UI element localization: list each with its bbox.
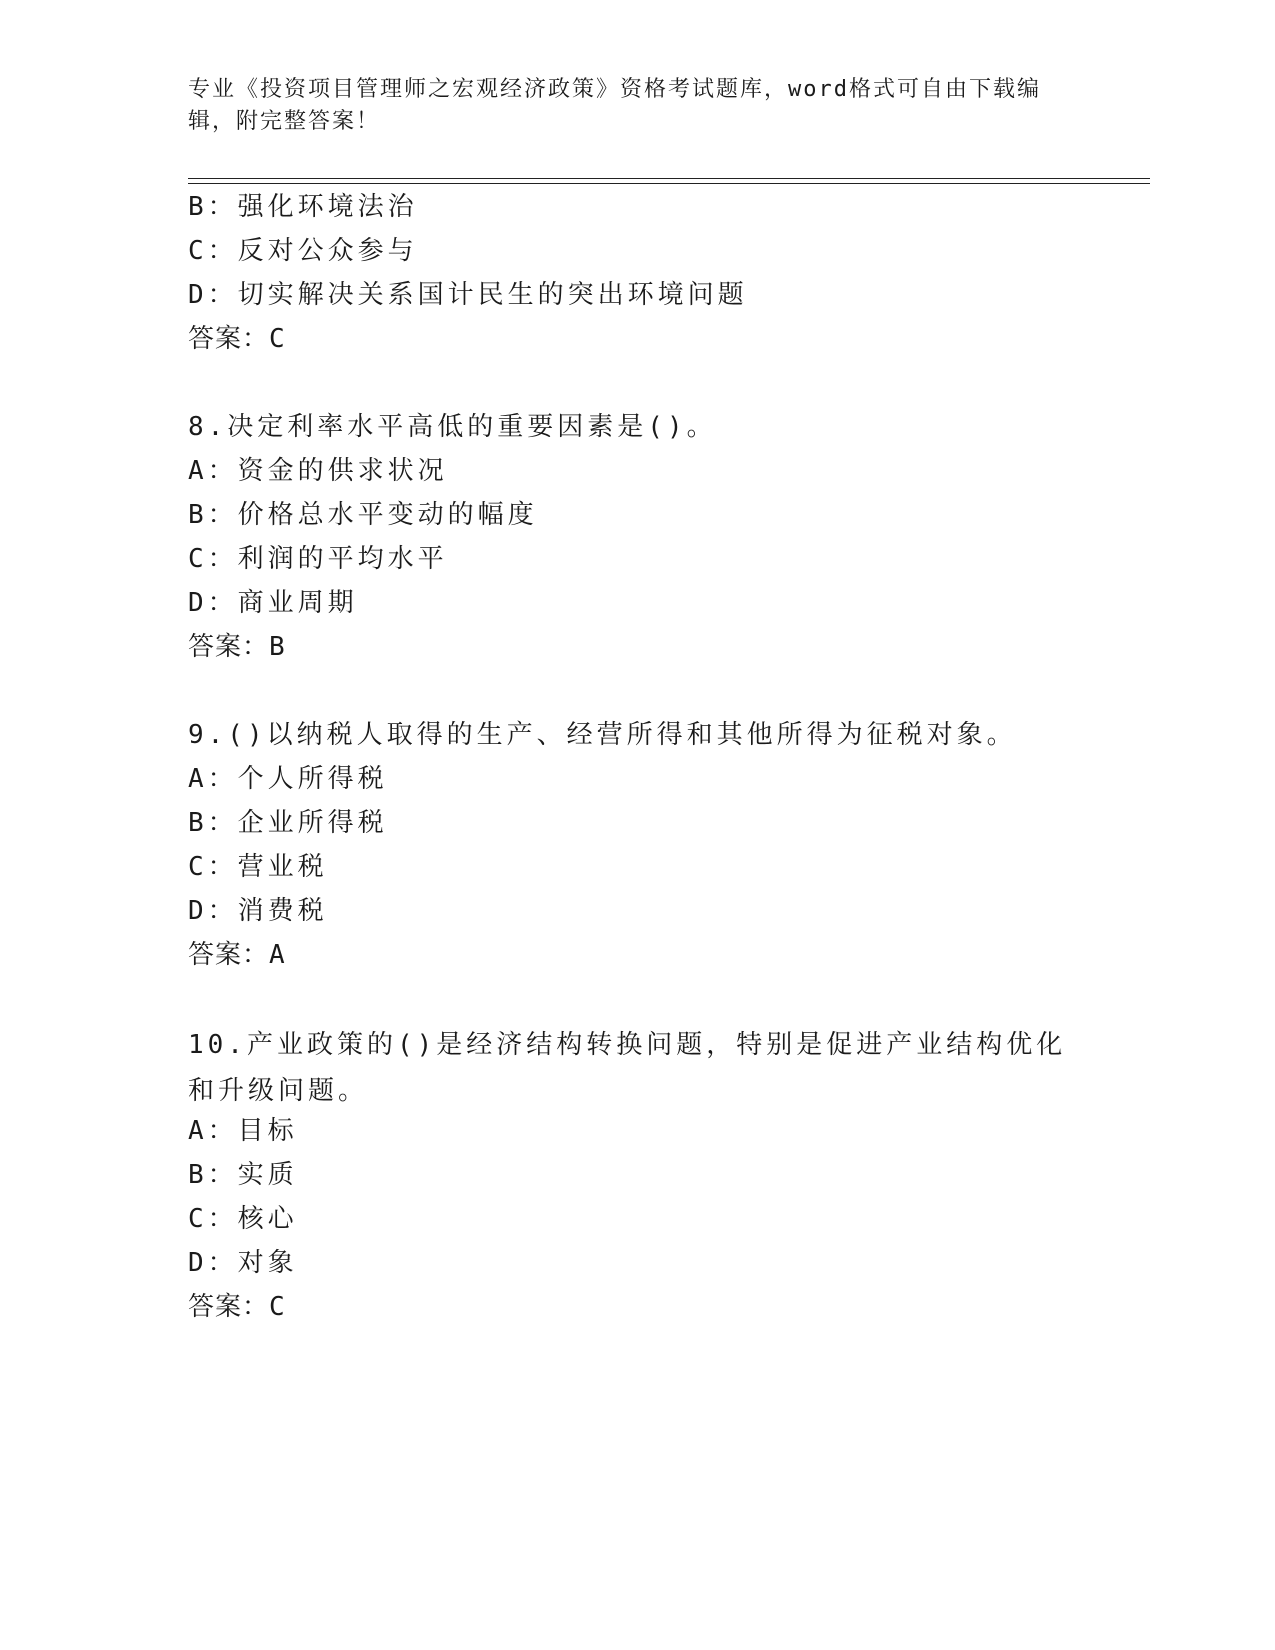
q9-option-b: B：企业所得税 xyxy=(188,808,388,838)
q8-question: 8.决定利率水平高低的重要因素是()。 xyxy=(188,412,717,442)
q7-option-c: C：反对公众参与 xyxy=(188,236,418,266)
q10-option-a: A：目标 xyxy=(188,1116,298,1146)
q7-option-d: D：切实解决关系国计民生的突出环境问题 xyxy=(188,280,748,310)
header-divider-bottom xyxy=(188,183,1150,184)
q10-option-d: D：对象 xyxy=(188,1248,298,1278)
q9-option-c: C：营业税 xyxy=(188,852,328,882)
q8-option-a: A：资金的供求状况 xyxy=(188,456,448,486)
q9-question: 9.()以纳税人取得的生产、经营所得和其他所得为征税对象。 xyxy=(188,720,1017,750)
q8-option-b: B：价格总水平变动的幅度 xyxy=(188,500,538,530)
q8-option-c: C：利润的平均水平 xyxy=(188,544,448,574)
q10-option-b: B：实质 xyxy=(188,1160,298,1190)
document-header: 专业《投资项目管理师之宏观经济政策》资格考试题库，word格式可自由下载编辑，附完整答案！ xyxy=(188,77,1041,134)
q10-answer: 答案：C xyxy=(188,1292,286,1322)
q8-option-d: D：商业周期 xyxy=(188,588,358,618)
header-divider-top xyxy=(188,178,1150,179)
q10-option-c: C：核心 xyxy=(188,1204,298,1234)
q9-option-d: D：消费税 xyxy=(188,896,328,926)
q7-answer: 答案：C xyxy=(188,324,286,354)
q9-answer: 答案：A xyxy=(188,940,286,970)
q10-question: 10.产业政策的()是经济结构转换问题，特别是促进产业结构优化和升级问题。 xyxy=(188,1030,1067,1106)
q7-option-b: B：强化环境法治 xyxy=(188,192,418,222)
q9-option-a: A：个人所得税 xyxy=(188,764,388,794)
q8-answer: 答案：B xyxy=(188,632,286,662)
